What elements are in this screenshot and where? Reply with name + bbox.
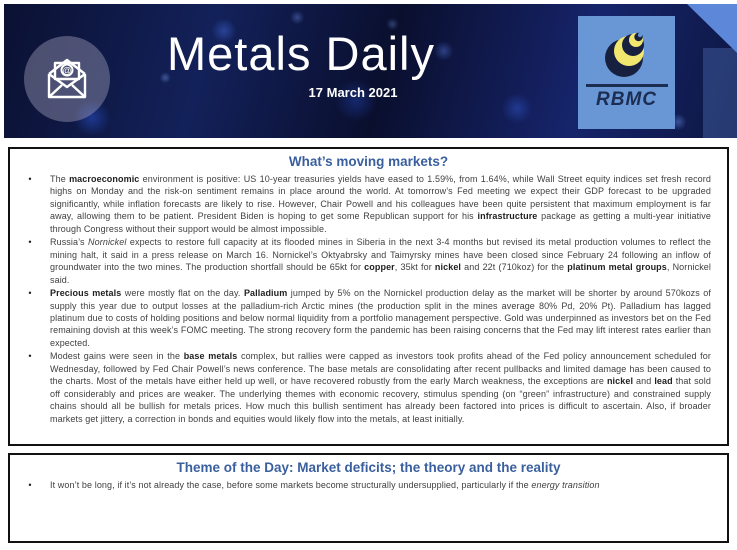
text-segment: complex, but rallies were capped as investors took profits ahead of the Fed policy announcement scheduled for Wednesday, followed by Fed Chair Powell’s news conference. The base metals are consolidating after recent pullbacks and limited damage has been caused to the charts. Most of the metals have either held up well, or have recovered robustly from the early March weakness, the exceptions are bbox=[50, 351, 711, 387]
bullet-marker: • bbox=[28, 351, 32, 362]
text-segment: Palladium bbox=[243, 288, 288, 299]
text-segment: were mostly flat on the day. bbox=[121, 288, 244, 299]
rbmc-crescent-icon bbox=[598, 24, 656, 82]
text-segment: infrastructure bbox=[477, 211, 538, 222]
bullet-text bbox=[50, 236, 711, 286]
bullet-item bbox=[10, 236, 727, 286]
bullet-text bbox=[50, 173, 711, 235]
text-segment: nickel bbox=[434, 262, 462, 273]
banner-right-sheen bbox=[703, 48, 737, 138]
section-title: Theme of the Day: Market deficits; the theory and the reality bbox=[176, 460, 561, 475]
rbmc-logo bbox=[578, 16, 675, 129]
bullet-marker: • bbox=[28, 237, 32, 248]
newsletter-date: 17 March 2021 bbox=[308, 85, 398, 100]
envelope-at-icon bbox=[42, 54, 92, 104]
text-segment: and bbox=[633, 376, 655, 387]
text-segment: Modest gains were seen in the bbox=[50, 351, 184, 362]
bullet-item bbox=[10, 287, 727, 349]
text-segment: The bbox=[50, 174, 70, 184]
text-segment: that sold off considerably and prices are weaker. The underlying themes with economic recovery, stimulus spending (on “green” infrastructure) and constrained supply chains should all be bullish for metals prices. How much this bullish sentiment has already been factored into prices is difficult to ascertain. Also, if broader markets get jittery, a correction in bonds and equities would likely flow into the metals, at least initially. bbox=[50, 376, 711, 424]
text-segment: jumped by 5% on the Nornickel production delay as the market will be shorter by around 570kozs of supply this year due to output losses at the palladium-rich Arctic mines (the production split in the mines average 80% Pd, 20% Pt). Palladium has lagged platinum due to costs of holding positions and below normal liquidity from a portfolio management perspective. Gold was underpinned as investors bet on the Fed remaining dovish at this week’s FOMC meeting. The strong recovery form the pandemic has been raising concerns that the Fed may lift interest rates earlier than expected. bbox=[50, 288, 711, 348]
bullet-list bbox=[10, 173, 727, 425]
text-segment: nickel bbox=[606, 376, 634, 387]
text-segment: macroeconomic bbox=[69, 174, 140, 184]
text-segment: package as getting a multi-year initiative through Congress without their support would be almost impossible. bbox=[50, 211, 711, 234]
text-segment: and 22t (710koz) for the bbox=[461, 262, 568, 273]
text-segment: Precious metals bbox=[50, 288, 122, 299]
logo-wordmark: RBMC bbox=[596, 89, 657, 110]
bullet-text bbox=[50, 287, 711, 349]
section-title: What’s moving markets? bbox=[288, 154, 449, 169]
bullet-marker: • bbox=[28, 480, 32, 490]
section-theme-of-the-day bbox=[8, 453, 729, 543]
bullet-text bbox=[50, 350, 711, 425]
bullet-item bbox=[10, 479, 727, 491]
text-segment: environment is positive: US 10-year treasuries yields have eased to 1.59%, from 1.64%, while Wall Street equity indices set fresh record highs on Monday and the risk-on sentiment remains in place around the world. At tomorrow’s Fed meeting we expect their GDP forecast to be upgraded significantly, while inflation forecasts are likely to rise. However, Chair Powell and his colleagues have been quite persistent that maximum employment is far away, allowing them to be patient. President Biden is hoping to get some Republican support for his bbox=[50, 174, 711, 222]
text-segment: energy transition bbox=[531, 480, 600, 490]
text-segment: Nornickel bbox=[88, 237, 127, 248]
section-whats-moving-markets bbox=[8, 147, 729, 446]
email-badge bbox=[24, 36, 110, 122]
bullet-item bbox=[10, 173, 727, 235]
text-segment: Russia’s bbox=[50, 237, 89, 248]
newsletter-title: Metals Daily bbox=[167, 27, 435, 80]
text-segment: platinum metal groups bbox=[567, 262, 667, 273]
text-segment: expects to restore full capacity at its flooded mines in Siberia in the next 3-4 months but revised its metal production volumes to reflect the mining halt, it said in a press release on March 16. Nornickel’s Oktyabrsky and Taimyrsky mines have been closed since February 24 following an inflow of groundwater into the two mines. The production shortfall should be 65kt for bbox=[50, 237, 711, 273]
text-segment: It won’t be long, if it’s not already the case, before some markets become structurally undersupplied, particularly if the bbox=[50, 480, 532, 490]
newsletter-banner bbox=[4, 4, 737, 138]
bullet-list bbox=[10, 479, 727, 491]
text-segment: , Nornickel said. bbox=[50, 262, 711, 285]
text-segment: lead bbox=[654, 376, 673, 387]
text-segment: , 35kt for bbox=[394, 262, 435, 273]
title-block bbox=[132, 26, 470, 100]
bullet-marker: • bbox=[28, 288, 32, 299]
bullet-item bbox=[10, 350, 727, 425]
text-segment: copper bbox=[364, 262, 395, 273]
bullet-marker: • bbox=[28, 174, 32, 184]
svg-text:@: @ bbox=[62, 65, 72, 76]
logo-divider bbox=[586, 84, 668, 87]
sections-container bbox=[8, 147, 729, 550]
bullet-text bbox=[50, 479, 711, 491]
text-segment: base metals bbox=[183, 351, 238, 362]
